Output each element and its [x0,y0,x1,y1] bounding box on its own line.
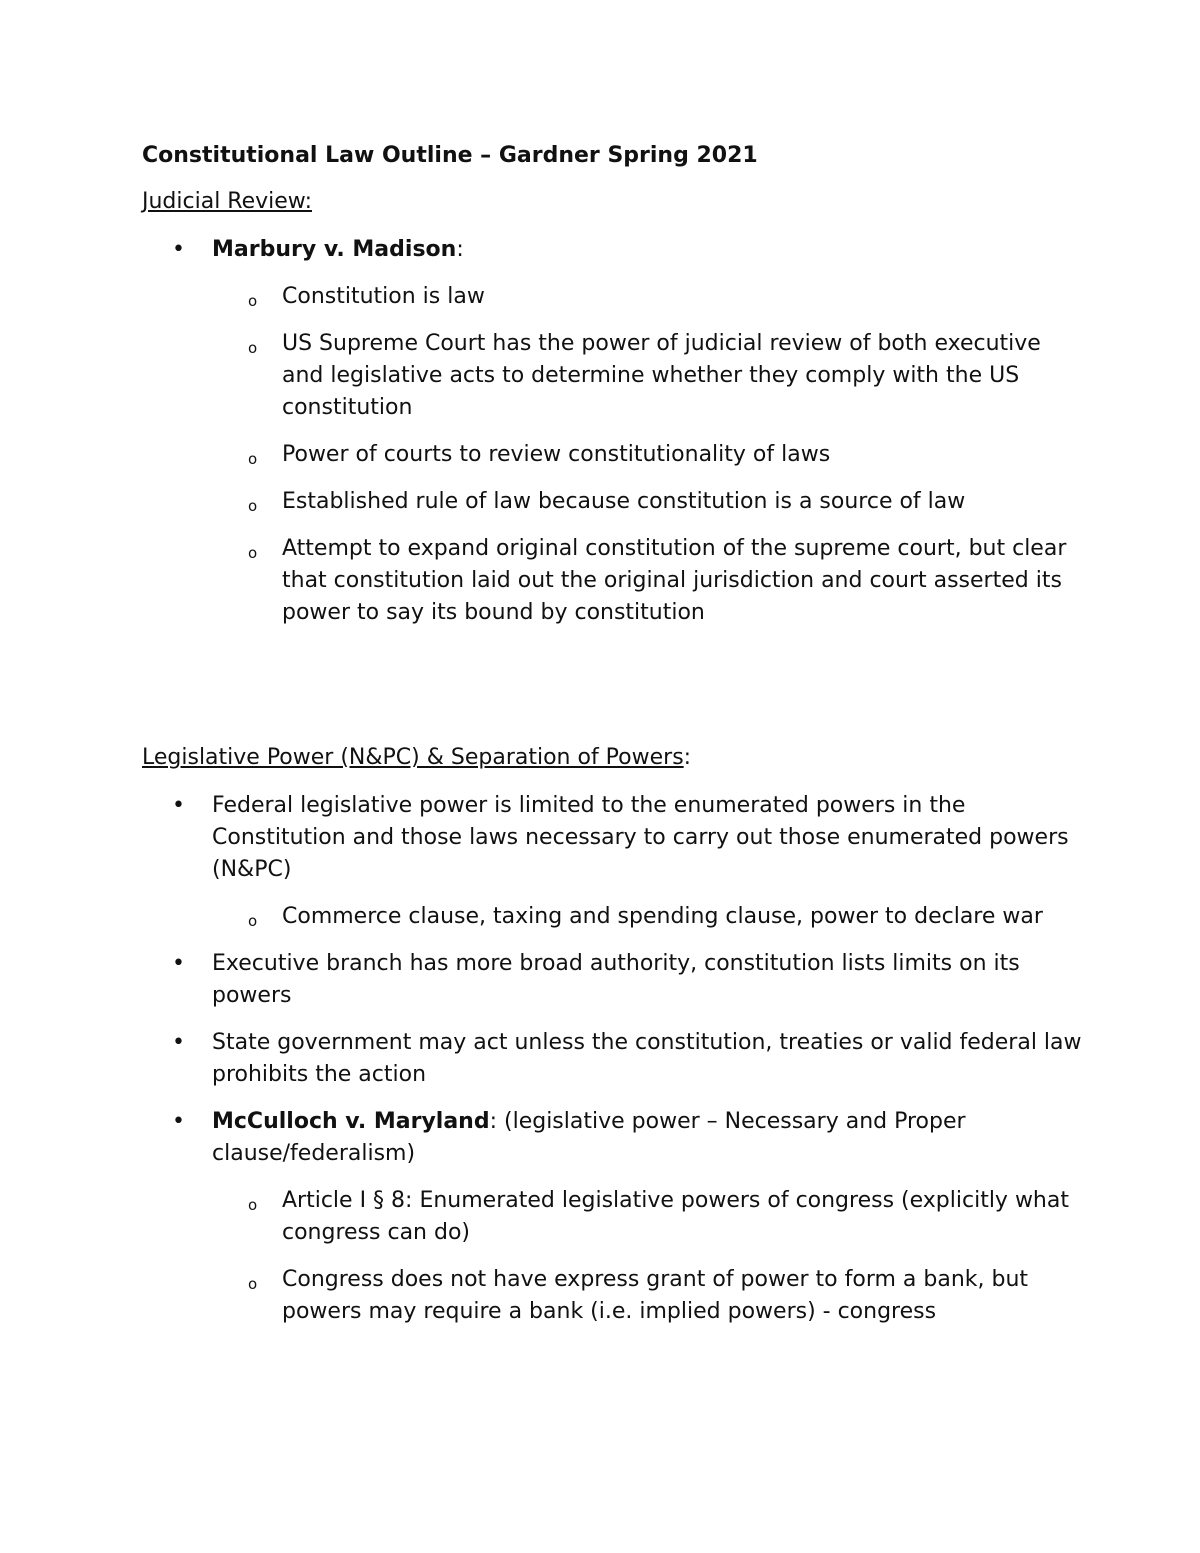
sub-list-item: o Article I § 8: Enumerated legislative powers of congress (explicitly what congress can do) [212,1185,1082,1249]
sub-list [212,281,1082,629]
sub-list-item: o Power of courts to review constitutionality of laws [212,439,1082,471]
sub-list-item: o Constitution is law [212,281,1082,313]
sub-list [212,901,1082,933]
case-suffix: : (legislative power – Necessary and Proper clause/federalism) [212,1109,966,1166]
list-item-text: Federal legislative power is limited to the enumerated powers in the Constitution and those laws necessary to carry out those enumerated powers (N&PC) [212,793,1069,882]
list-item [142,1027,1082,1091]
case-name: Marbury v. Madison [212,237,457,262]
list-item-text: State government may act unless the constitution, treaties or valid federal law prohibits the action [212,1030,1082,1087]
sub-list-item: o Attempt to expand original constitution of the supreme court, but clear that constitution laid out the original jurisdiction and court asserted its power to say its bound by constitution [212,533,1082,629]
judicial-review-list [142,234,1082,629]
section-heading-suffix: : [683,745,692,770]
document-page [142,140,1082,1343]
list-item-mcculloch [142,1106,1082,1328]
case-suffix: : [456,237,464,262]
list-item-text: Executive branch has more broad authority, constitution lists limits on its powers [212,951,1020,1008]
section-spacer [142,644,1082,742]
section-heading-legislative-power [142,742,1082,774]
sub-list [212,1185,1082,1328]
list-item-marbury [142,234,1082,629]
list-item [142,948,1082,1012]
section-heading-judicial-review [142,186,1082,218]
case-name: McCulloch v. Maryland [212,1109,490,1134]
section-heading-text: Legislative Power (N&PC) & Separation of Powers [142,745,684,770]
sub-list-item: o Congress does not have express grant of power to form a bank, but powers may require a bank (i.e. implied powers) - congress [212,1264,1082,1328]
section-heading-text: Judicial Review: [142,189,313,214]
legislative-power-list [142,790,1082,1328]
sub-list-item: o Established rule of law because constitution is a source of law [212,486,1082,518]
sub-list-item: o Commerce clause, taxing and spending clause, power to declare war [212,901,1082,933]
list-item [142,790,1082,933]
sub-list-item: o US Supreme Court has the power of judicial review of both executive and legislative acts to determine whether they comply with the US constitution [212,328,1082,424]
document-title: Constitutional Law Outline – Gardner Spring 2021 [142,143,758,168]
